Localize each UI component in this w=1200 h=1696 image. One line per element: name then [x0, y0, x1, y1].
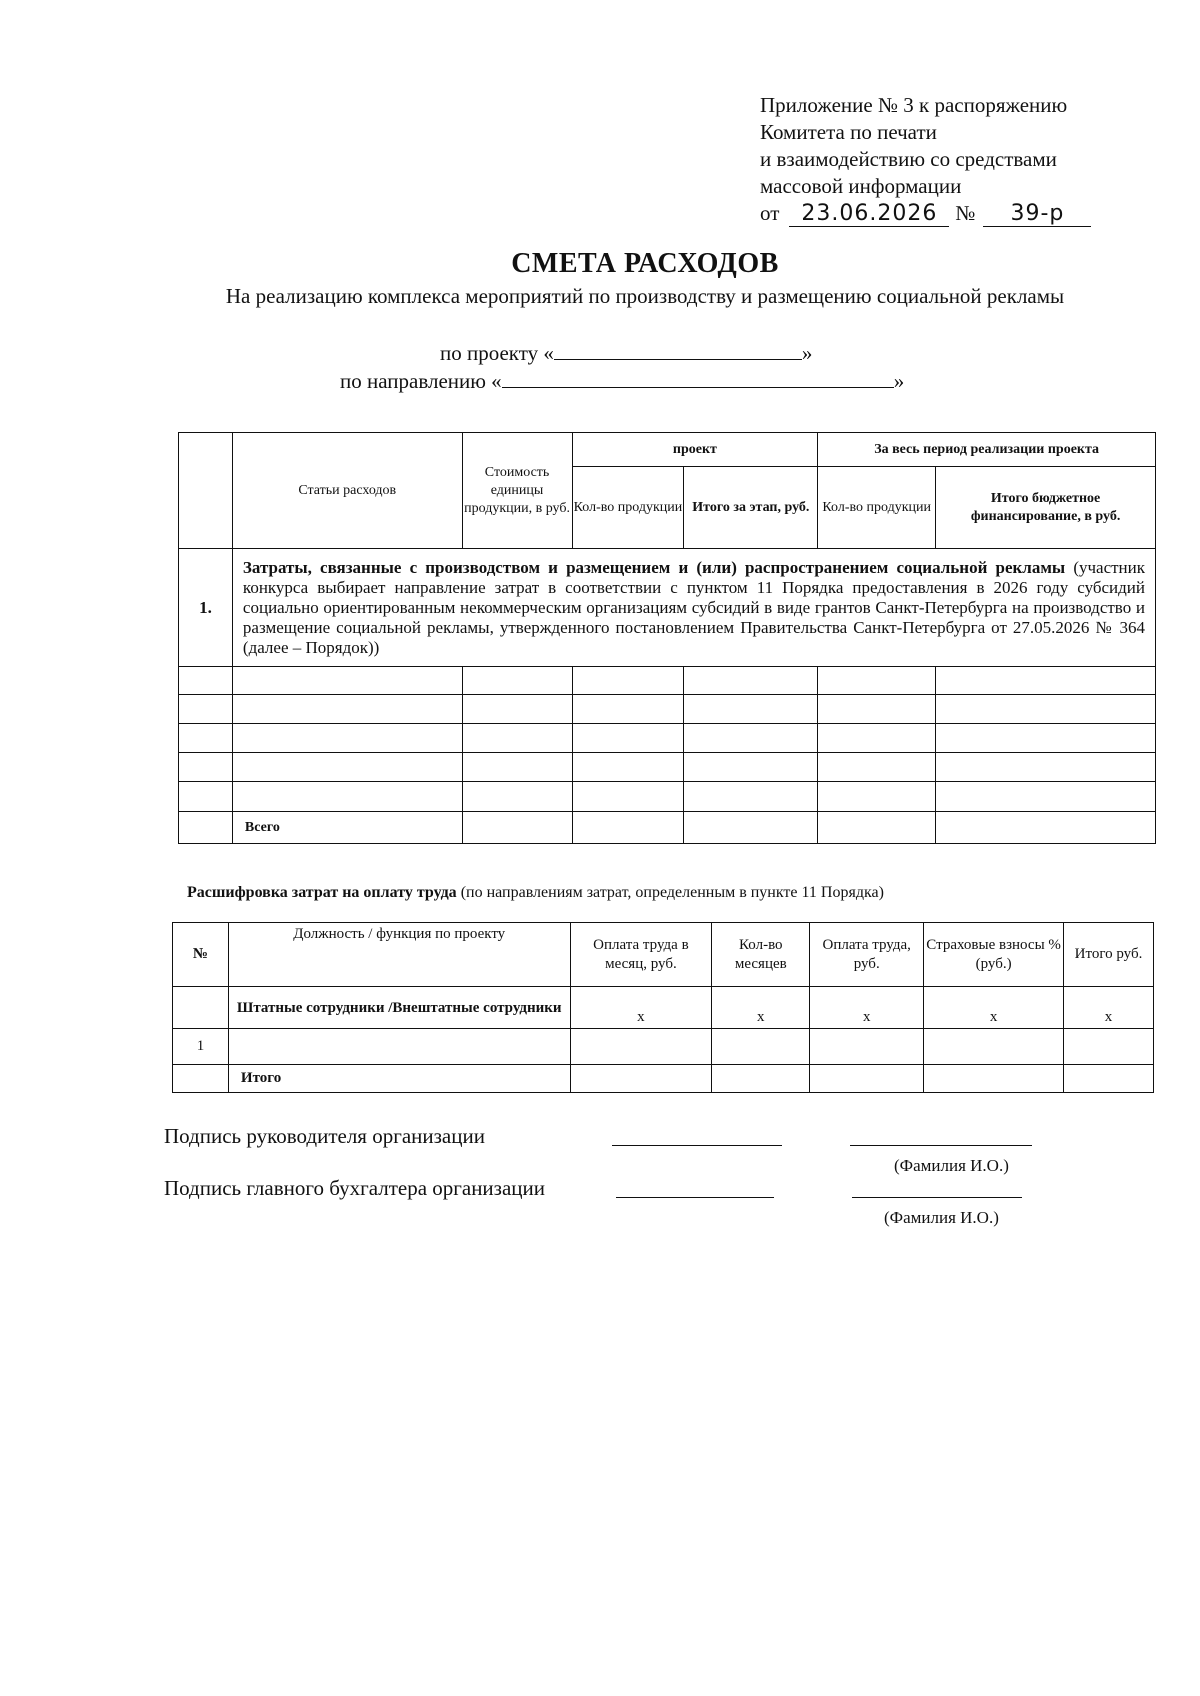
- document-subtitle: На реализацию комплекса мероприятий по производству и размещению социальной рекламы: [225, 284, 1065, 308]
- labor-col-total: Итого руб.: [1064, 923, 1154, 987]
- table-row: [179, 782, 1156, 812]
- x-mark: x: [712, 987, 810, 1029]
- table-row: [179, 695, 1156, 724]
- labor-decode-bold: Расшифровка затрат на оплату труда: [187, 884, 457, 901]
- table-row: [173, 1029, 1154, 1065]
- direction-suffix: »: [893, 369, 905, 393]
- x-mark: x: [924, 987, 1064, 1029]
- accountant-signature-line[interactable]: [616, 1196, 774, 1198]
- labor-decode-normal: (по направлениям затрат, определенным в пункте 11 Порядка): [460, 884, 884, 901]
- col-header-qty-project: Кол-во продукции: [572, 467, 684, 549]
- group-header-period: За весь период реализации проекта: [818, 433, 1156, 467]
- labor-total-label: Итого: [228, 1065, 570, 1093]
- x-mark: x: [810, 987, 924, 1029]
- project-prefix: по проекту «: [440, 341, 554, 365]
- labor-table: [172, 922, 1154, 1093]
- labor-col-insurance: Страховые взносы % (руб.): [924, 923, 1064, 987]
- header-line-3: и взаимодействию со средствами: [760, 147, 1057, 171]
- header-line-1: Приложение № 3 к распоряжению: [760, 93, 1068, 117]
- expense-table: [178, 432, 1156, 844]
- labor-col-months: Кол-во месяцев: [712, 923, 810, 987]
- col-header-unit-cost: Стоимость единицы продукции, в руб.: [462, 433, 572, 549]
- table-row: [179, 667, 1156, 695]
- table-row: [179, 753, 1156, 782]
- project-blank-field[interactable]: [554, 340, 802, 360]
- col-header-total-budget: Итого бюджетное финансирование, в руб.: [936, 467, 1156, 549]
- col-header-items: Статьи расходов: [232, 433, 462, 549]
- labor-col-monthly-pay: Оплата труда в месяц, руб.: [570, 923, 712, 987]
- group-header-project: проект: [572, 433, 818, 467]
- section-note: (участник конкурса выбирает направление затрат в соответствии с пунктом 11 Порядка предоставления в 2026 году субсидий социально ориентированным некоммерческим организациям субсидий в виде грантов Санкт-Петербурга на производство и размещение социальной рекламы, утвержденного постановлением Правительства Санкт-Петербурга от 27.05.2026 № 364 (далее – Порядок)): [242, 557, 1145, 657]
- labor-col-pay: Оплата труда, руб.: [810, 923, 924, 987]
- table-row: [179, 724, 1156, 753]
- x-mark: x: [1064, 987, 1154, 1029]
- labor-total-row: [173, 1065, 1154, 1093]
- direction-blank-field[interactable]: [502, 368, 894, 388]
- labor-col-num: №: [173, 923, 229, 987]
- accountant-signature-label: Подпись главного бухгалтера организации: [164, 1176, 546, 1200]
- date-prefix: от: [760, 201, 780, 225]
- direction-prefix: по направлению «: [340, 369, 502, 393]
- project-line: [440, 340, 812, 366]
- appendix-header: [760, 92, 1140, 227]
- section-title: Затраты, связанные с производством и размещением и (или) распространением социальной рекламы: [242, 557, 1066, 577]
- head-fio-label: (Фамилия И.О.): [894, 1156, 1009, 1175]
- head-signature-line[interactable]: [612, 1144, 782, 1146]
- col-header-total-stage: Итого за этап, руб.: [684, 467, 818, 549]
- total-label: Всего: [232, 812, 462, 844]
- staff-label: Штатные сотрудники /Внештатные сотрудники: [228, 987, 570, 1029]
- labor-decode-caption: [187, 884, 884, 902]
- number-sign: №: [955, 201, 976, 225]
- head-signature-label: Подпись руководителя организации: [164, 1124, 485, 1148]
- project-suffix: »: [801, 341, 813, 365]
- x-mark: x: [570, 987, 712, 1029]
- handwritten-date: 23.06.2026: [789, 202, 949, 227]
- date-number-line: [760, 200, 1140, 227]
- labor-col-position: Должность / функция по проекту: [228, 923, 570, 987]
- accountant-fio-line[interactable]: [852, 1196, 1022, 1198]
- col-header-qty-period: Кол-во продукции: [818, 467, 936, 549]
- head-fio-line[interactable]: [850, 1144, 1032, 1146]
- handwritten-number: 39-р: [983, 202, 1091, 227]
- header-line-2: Комитета по печати: [760, 120, 937, 144]
- header-line-4: массовой информации: [760, 174, 962, 198]
- accountant-fio-label: (Фамилия И.О.): [884, 1208, 999, 1227]
- staff-row: [173, 987, 1154, 1029]
- document-title: СМЕТА РАСХОДОВ: [511, 248, 779, 279]
- col-header-number: [179, 433, 233, 549]
- direction-line: [340, 368, 904, 394]
- total-row: [179, 812, 1156, 844]
- row-number: 1: [173, 1029, 229, 1065]
- section-description: [232, 549, 1155, 667]
- section-number: 1.: [179, 549, 233, 667]
